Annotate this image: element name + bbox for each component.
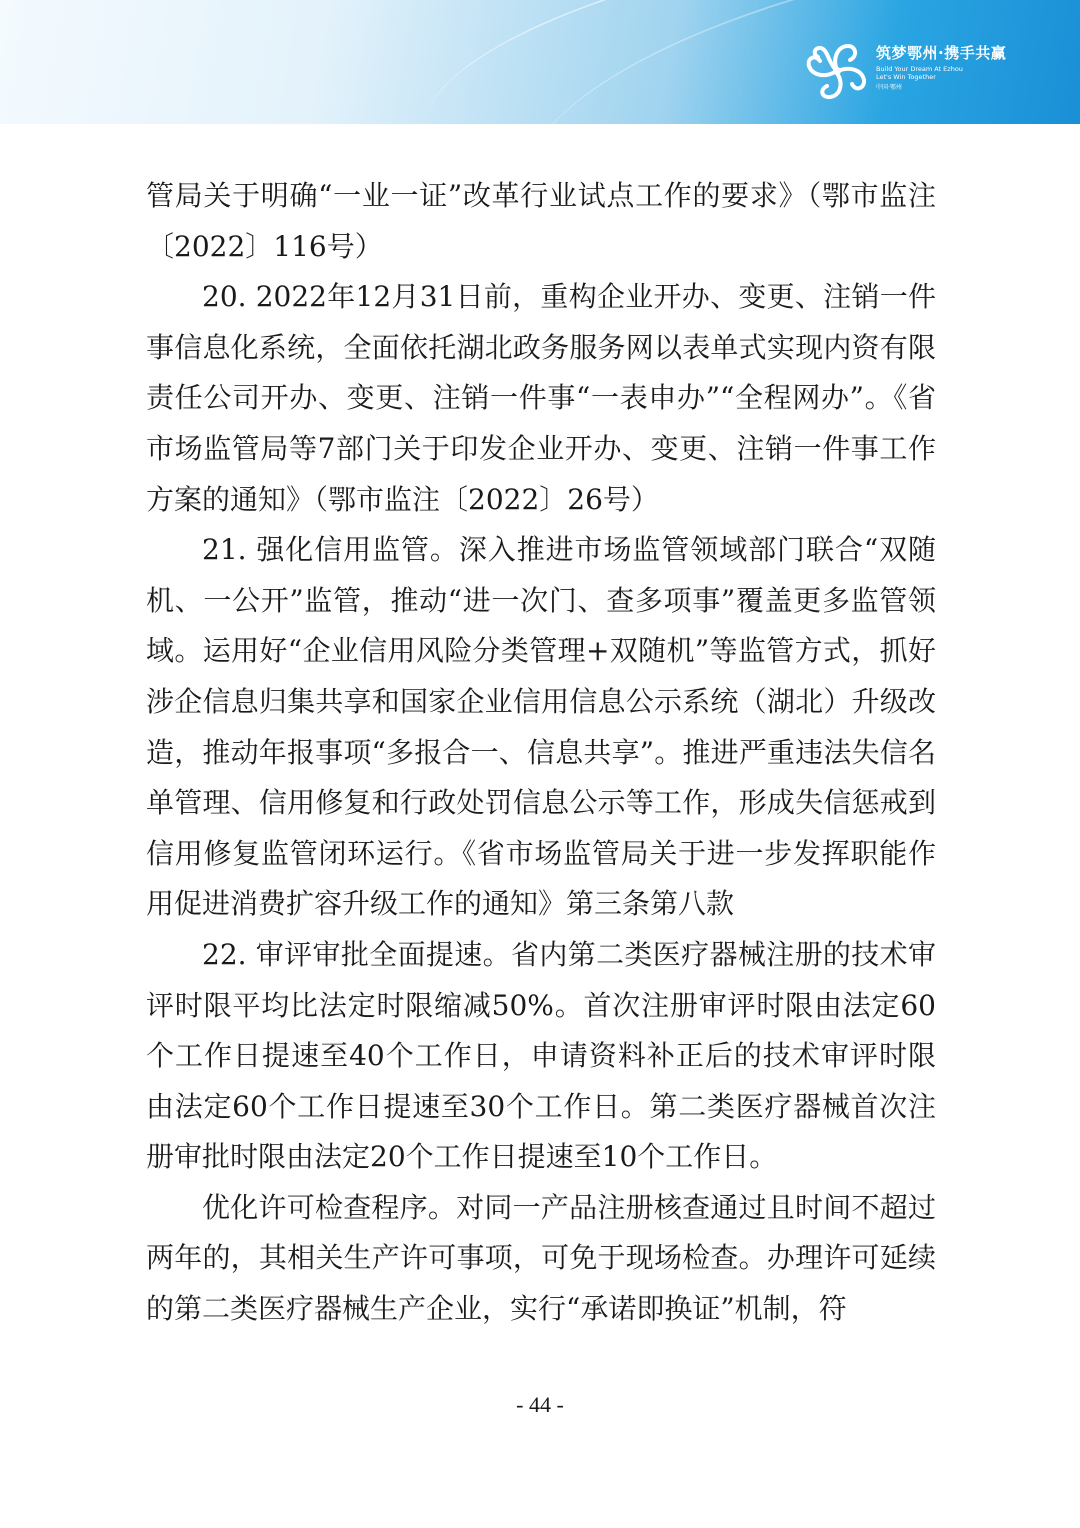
paragraph-1: 管局关于明确“一业一证”改革行业试点工作的要求》（鄂市监注〔2022〕116号）	[146, 179, 936, 263]
header-banner	[0, 0, 1080, 124]
paragraph-item-20: 20. 2022年12月31日前，重构企业开办、变更、注销一件事信息化系统，全面依托湖北政务服务网以表单式实现内资有限责任公司开办、变更、注销一件事“一表申办”“全程网办”。《省市场监管局等7部门关于印发企业开办、变更、注销一件事工作方案的通知》（鄂市监注〔2022〕26号）	[146, 280, 936, 516]
brand-location: 中国·鄂州	[876, 84, 902, 91]
document-body	[146, 171, 936, 1335]
paragraph-item-22: 22. 审评审批全面提速。省内第二类医疗器械注册的技术审评时限平均比法定时限缩减50%。首次注册审评时限由法定60个工作日提速至40个工作日，申请资料补正后的技术审评时限由法定60个工作日提速至30个工作日。第二类医疗器械首次注册审批时限由法定20个工作日提速至10个工作日。	[146, 937, 936, 1174]
brand-block	[876, 44, 1006, 92]
paragraph-license-check: 优化许可检查程序。对同一产品注册核查通过且时间不超过两年的，其相关生产许可事项，可免于现场检查。办理许可延续的第二类医疗器械生产企业，实行“承诺即换证”机制，符	[146, 1190, 936, 1326]
paragraph-item-21: 21. 强化信用监管。深入推进市场监管领域部门联合“双随机、一公开”监管，推动“进一次门、查多项事”覆盖更多监管领域。运用好“企业信用风险分类管理+双随机”等监管方式，抓好涉企信息归集共享和国家企业信用信息公示系统（湖北）升级改造，推动年报事项“多报合一、信息共享”。推进严重违法失信名单管理、信用修复和行政处罚信息公示等工作，形成失信惩戒到信用修复监管闭环运行。《省市场监管局关于进一步发挥职能作用促进消费扩容升级工作的通知》第三条第八款	[146, 533, 936, 921]
brand-slogan-en-2: Let's Win Together	[876, 73, 936, 81]
flower-logo-icon	[804, 40, 870, 102]
brand-slogan-en-1: Build Your Dream At Ezhou	[876, 65, 963, 73]
page-number: - 44 -	[516, 1392, 564, 1417]
brand-slogan-cn: 筑梦鄂州·携手共赢	[876, 44, 1007, 62]
